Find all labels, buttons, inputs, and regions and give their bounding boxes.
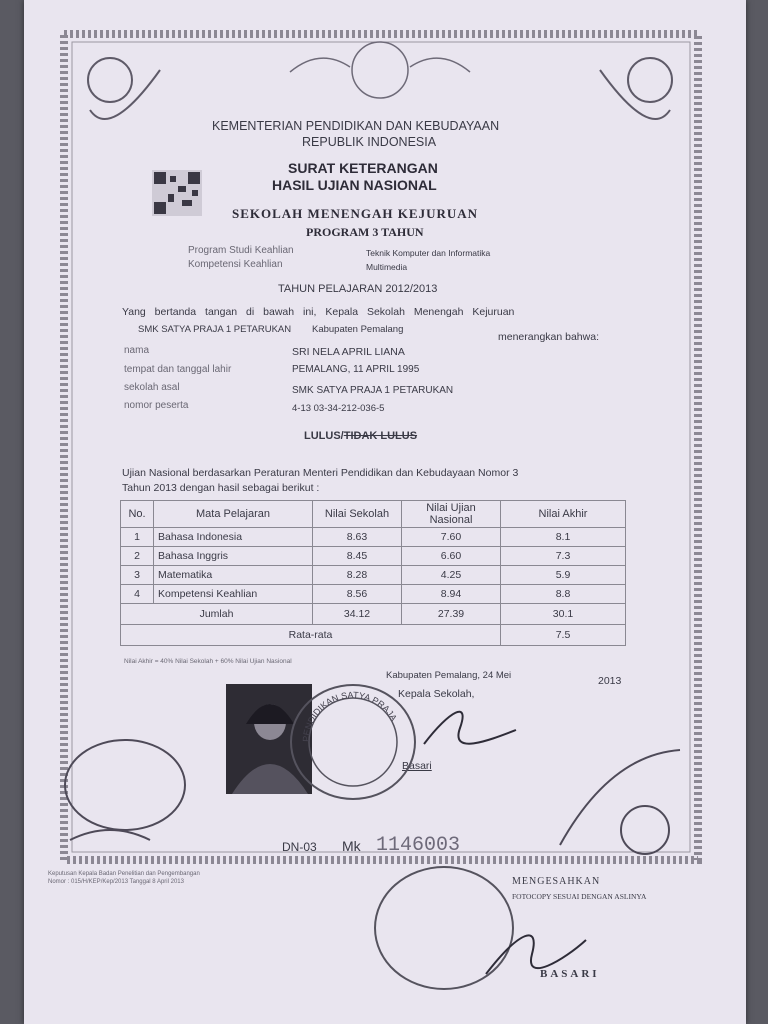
- school-stamp: [290, 684, 416, 800]
- student-name: SRI NELA APRIL LIANA: [292, 346, 405, 358]
- top-ornament: [290, 42, 470, 98]
- row-final-score: 5.9: [501, 566, 626, 585]
- grades-table-body: [121, 528, 626, 604]
- row-school-score: 8.63: [313, 528, 402, 547]
- header-school-score: Nilai Sekolah: [313, 501, 402, 528]
- competency-value: Multimedia: [366, 262, 408, 272]
- student-number-label: nomor peserta: [124, 400, 189, 411]
- signature-name: Basari: [402, 760, 432, 772]
- legalization-approved: MENGESAHKAN: [512, 876, 601, 887]
- table-row: [121, 585, 626, 604]
- student-number: 4-13 03-34-212-036-5: [292, 403, 385, 414]
- row-subject: Matematika: [154, 566, 313, 585]
- school-type: SEKOLAH MENENGAH KEJURUAN: [232, 206, 479, 221]
- statement-line1: Yang bertanda tangan di bawah ini, Kepala Sekolah Menengah Kejuruan: [122, 306, 515, 318]
- row-final-score: 8.8: [501, 585, 626, 604]
- student-birth-label: tempat dan tanggal lahir: [124, 364, 232, 375]
- result-status: [304, 430, 417, 442]
- signature-scribble: [420, 700, 520, 750]
- exam-text-line2: Tahun 2013 dengan hasil sebagai berikut :: [122, 482, 320, 494]
- row-final-score: 8.1: [501, 528, 626, 547]
- corner-ornament-bottom-left: [65, 740, 185, 840]
- signature-role: Kepala Sekolah,: [398, 688, 475, 700]
- row-national-score: 6.60: [402, 547, 501, 566]
- row-national-score: 8.94: [402, 585, 501, 604]
- row-subject: Kompetensi Keahlian: [154, 585, 313, 604]
- corner-ornament-top-left: [88, 58, 160, 119]
- student-school-label: sekolah asal: [124, 382, 180, 393]
- qr-code: [152, 170, 202, 216]
- row-subject: Bahasa Inggris: [154, 547, 313, 566]
- document-title-line1: SURAT KETERANGAN: [288, 160, 438, 176]
- statement-declares: menerangkan bahwa:: [498, 331, 599, 343]
- row-number: 1: [121, 528, 154, 547]
- program-duration: PROGRAM 3 TAHUN: [306, 225, 424, 239]
- row-school-score: 8.56: [313, 585, 402, 604]
- serial-number: 1146003: [376, 834, 461, 857]
- row-number: 3: [121, 566, 154, 585]
- competency-label: Kompetensi Keahlian: [188, 259, 283, 270]
- result-not-passed: TIDAK LULUS: [343, 430, 418, 442]
- row-national-score: 7.60: [402, 528, 501, 547]
- field-label: Program Studi Keahlian: [188, 245, 294, 256]
- serial-code: DN-03: [282, 840, 317, 854]
- average-row: [121, 625, 626, 646]
- corner-ornament-top-right: [600, 58, 672, 119]
- average-label: Rata-rata: [121, 625, 501, 646]
- field-value: Teknik Komputer dan Informatika: [366, 248, 491, 258]
- header-subject: Mata Pelajaran: [154, 501, 313, 528]
- row-school-score: 8.45: [313, 547, 402, 566]
- table-row: [121, 528, 626, 547]
- table-header-row: [121, 501, 626, 528]
- header-no: No.: [121, 501, 154, 528]
- statement-school: SMK SATYA PRAJA 1 PETARUKAN: [138, 324, 292, 335]
- result-passed: LULUS/: [304, 430, 344, 442]
- grades-table: [120, 500, 626, 646]
- total-row: [121, 604, 626, 625]
- corner-ornament-bottom-right: [560, 750, 680, 854]
- document-title-line2: HASIL UJIAN NASIONAL: [272, 177, 437, 193]
- total-label: Jumlah: [121, 604, 313, 625]
- total-school: 34.12: [313, 604, 402, 625]
- average-final: 7.5: [501, 625, 626, 646]
- table-footnote: Nilai Akhir = 40% Nilai Sekolah + 60% Nilai Ujian Nasional: [124, 658, 292, 665]
- ministry-name: KEMENTERIAN PENDIDIKAN DAN KEBUDAYAAN: [212, 119, 500, 133]
- stamp-text: PENDIDIKAN SATYA PRAJA: [300, 689, 399, 743]
- row-national-score: 4.25: [402, 566, 501, 585]
- table-row: [121, 547, 626, 566]
- student-school: SMK SATYA PRAJA 1 PETARUKAN: [292, 385, 454, 396]
- school-year: TAHUN PELAJARAN 2012/2013: [278, 283, 438, 295]
- total-national: 27.39: [402, 604, 501, 625]
- row-subject: Bahasa Indonesia: [154, 528, 313, 547]
- table-row: [121, 566, 626, 585]
- legalization-signer: BASARI: [540, 968, 600, 980]
- decree-line1: Keputusan Kepala Badan Penelitian dan Pengembangan: [48, 871, 200, 877]
- signature-place-date: Kabupaten Pemalang, 24 Mei: [386, 670, 512, 681]
- statement-regency: Kabupaten Pemalang: [312, 324, 404, 335]
- signature-year: 2013: [598, 675, 622, 687]
- row-number: 4: [121, 585, 154, 604]
- exam-text-line1: Ujian Nasional berdasarkan Peraturan Menteri Pendidikan dan Kebudayaan Nomor 3: [122, 467, 519, 479]
- svg-text:PENDIDIKAN SATYA PRAJA: [301, 690, 399, 742]
- row-number: 2: [121, 547, 154, 566]
- decree-line2: Nomor : 015/H/KEP/Kep/2013 Tanggal 8 April 2013: [48, 879, 184, 885]
- legalization-copy-note: FOTOCOPY SESUAI DENGAN ASLINYA: [512, 892, 647, 901]
- row-school-score: 8.28: [313, 566, 402, 585]
- header-final-score: Nilai Akhir: [501, 501, 626, 528]
- row-final-score: 7.3: [501, 547, 626, 566]
- total-final: 30.1: [501, 604, 626, 625]
- header-national-score: Nilai Ujian Nasional: [402, 501, 501, 528]
- serial-prefix: Mk: [342, 838, 361, 854]
- country-name: REPUBLIK INDONESIA: [302, 135, 437, 149]
- student-name-label: nama: [124, 345, 150, 356]
- student-birth: PEMALANG, 11 APRIL 1995: [292, 364, 420, 375]
